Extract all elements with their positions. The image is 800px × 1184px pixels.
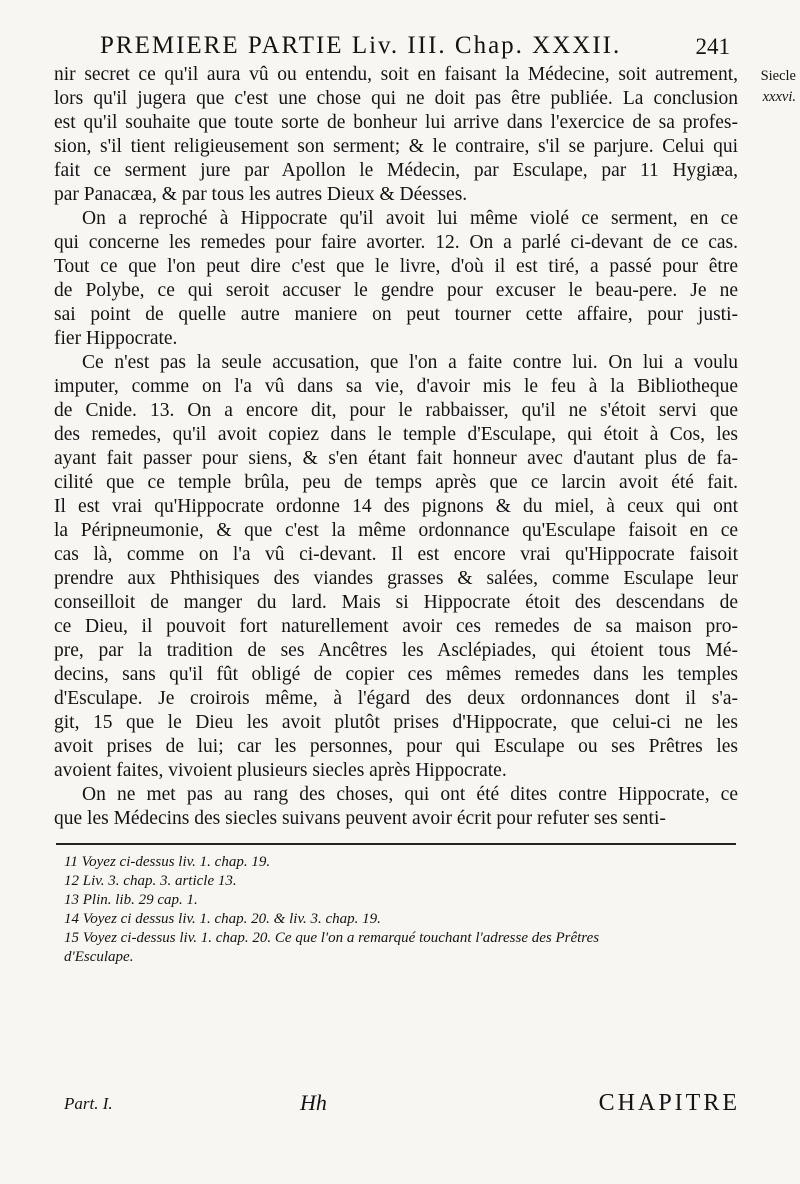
running-header [100,32,730,62]
text-line: par Panacæa, & par tous les autres Dieux & Déesses. [54,184,468,205]
text-line: pre, par la tradition de ses Ancêtres les Asclépiades, qui étoient tous Mé- [54,640,738,661]
footnote: 13 Plin. lib. 29 cap. 1. [64,892,198,908]
footnote: 11 Voyez ci-dessus liv. 1. chap. 19. [64,854,271,870]
text-line: est qu'il souhaite que toute sorte de bonheur lui arrive dans l'exercice de sa profes- [54,112,738,133]
text-line: On a reproché à Hippocrate qu'il avoit lui même violé ce serment, en ce [82,208,738,229]
text-line: fier Hippocrate. [54,328,178,349]
text-line: de Polybe, ce qui seroit accuser le gendre pour excuser le beau-pere. Je ne [54,280,738,301]
margin-note: Siecle [760,68,796,84]
text-line: decins, sans qu'il fût obligé de copier ces mêmes remedes dans les temples [54,664,738,685]
margin-note: xxxvi. [762,89,796,105]
footnote: 12 Liv. 3. chap. 3. article 13. [64,873,237,889]
text-line: cas là, comme on l'a vû ci-devant. Il est encore vrai qu'Hippocrate faisoit [54,544,738,565]
text-line: git, 15 que le Dieu les avoit plutôt prises d'Hippocrate, que celui-ci ne les [54,712,738,733]
text-line: prendre aux Phthisiques des viandes grasses & salées, comme Esculape leur [54,568,738,589]
text-line: conseilloit de manger du lard. Mais si Hippocrate étoit des descendans de [54,592,738,613]
text-line: lors qu'il jugera que c'est une chose qui ne doit pas être publiée. La conclusion [54,88,738,109]
page-number: 241 [695,34,730,59]
text-line: sion, s'il tient religieusement son serment; & le contraire, s'il se parjure. Celui qui [54,136,738,157]
running-title: PREMIERE PARTIE Liv. III. Chap. XXXII. [100,32,622,59]
text-line: ce Dieu, il pouvoit fort naturellement avoir ces remedes de sa maison pro- [54,616,738,637]
text-line: Ce n'est pas la seule accusation, que l'on a faite contre lui. On lui a voulu [82,352,738,373]
catchword: CHAPITRE [598,1090,740,1116]
text-line: On ne met pas au rang des choses, qui ont été dites contre Hippocrate, ce [82,784,738,805]
text-line: sai point de quelle autre maniere on peut tourner cette affaire, pour justi- [54,304,738,325]
text-line: avoit prises de lui; car les personnes, pour qui Esculape ou ses Prêtres les [54,736,738,757]
footnote: d'Esculape. [64,949,134,965]
text-line: Il est vrai qu'Hippocrate ordonne 14 des pignons & du miel, à ceux qui ont [54,496,738,517]
text-line: ayant fait passer pour siens, & s'en étant fait honneur avec d'autant plus de fa- [54,448,738,469]
footnote-rule [56,843,736,845]
signature-mark: Hh [300,1090,327,1115]
text-line: fait ce serment jure par Apollon le Médecin, par Esculape, par 11 Hygiæa, [54,160,738,181]
text-line: qui concerne les remedes pour faire avorter. 12. On a parlé ci-devant de ce cas. [54,232,738,253]
page-footer [64,1090,740,1120]
text-line: nir secret ce qu'il aura vû ou entendu, soit en faisant la Médecine, soit autrement, [54,64,738,85]
text-line: que les Médecins des siecles suivans peuvent avoir écrit pour refuter ses senti- [54,808,666,829]
text-line: de Cnide. 13. On a encore dit, pour le rabbaisser, qu'il ne s'étoit servi que [54,400,738,421]
text-line: Tout ce que l'on peut dire c'est que le livre, d'où il est tiré, a passé pour être [54,256,738,277]
part-label: Part. I. [64,1094,113,1113]
text-line: d'Esculape. Je croirois même, à l'égard des deux ordonnances dont il s'a- [54,688,738,709]
text-line: imputer, comme on l'a vû dans sa vie, d'avoir mis le feu à la Bibliotheque [54,376,738,397]
text-line: la Péripneumonie, & que c'est la même ordonnance qu'Esculape faisoit en ce [54,520,738,541]
text-line: avoient faites, vivoient plusieurs siecles après Hippocrate. [54,760,507,781]
footnote: 14 Voyez ci dessus liv. 1. chap. 20. & liv. 3. chap. 19. [64,911,381,927]
text-line: cilité que ce temple brûla, peu de temps après que ce larcin avoit été fait. [54,472,738,493]
text-line: des remedes, qu'il avoit copiez dans le temple d'Esculape, qui étoit à Cos, les [54,424,738,445]
footnote: 15 Voyez ci-dessus liv. 1. chap. 20. Ce que l'on a remarqué touchant l'adresse des Prêtres [64,930,600,946]
